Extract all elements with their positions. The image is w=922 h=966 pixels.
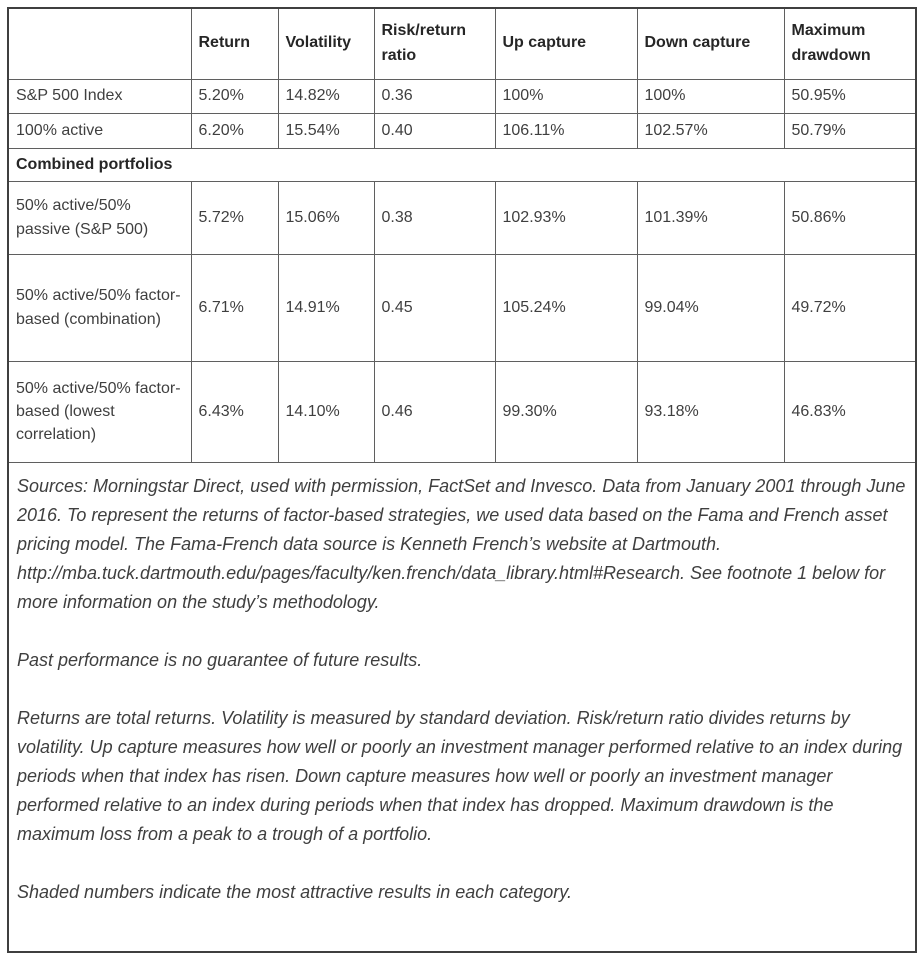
table-cell-volatility: 15.06% [278,181,374,254]
table-row-sp500-index [8,79,916,113]
row-label: 50% active/50% factor-based (combination) [8,254,191,361]
header-row [8,8,916,79]
row-label: S&P 500 Index [8,79,191,113]
table-cell-down-capture: 101.39% [637,181,784,254]
table-row-50-factor-combination [8,254,916,361]
footnote-definitions: Returns are total returns. Volatility is measured by standard deviation. Risk/return ratio divides returns by volatility. Up capture measures how well or poorly an investment manager performed relative to an index during periods when that index has risen. Down capture measures how well or poorly an investment manager performed relative to an index during periods when that index has dropped. Maximum drawdown is the maximum loss from a peak to a trough of a portfolio. [17,707,903,844]
table-cell-volatility: 15.54% [278,113,374,148]
row-label: 50% active/50% factor-based (lowest correlation) [8,361,191,462]
footnote-cell [8,462,916,952]
table-row-100-active [8,113,916,148]
section-header-label: Combined portfolios [8,148,916,181]
table-cell-risk-return-ratio: 0.45 [374,254,495,361]
table-cell-return: 5.72% [191,181,278,254]
table-cell-maximum-drawdown: 50.86% [784,181,916,254]
table-cell-maximum-drawdown: 50.79% [784,113,916,148]
table-cell-maximum-drawdown: 49.72% [784,254,916,361]
header-cell-volatility: Volatility [278,8,374,79]
header-cell-risk-return-ratio: Risk/return ratio [374,8,495,79]
footnote-shading-note: Shaded numbers indicate the most attractive results in each category. [17,881,572,902]
table-cell-up-capture: 99.30% [495,361,637,462]
table-cell-up-capture: 100% [495,79,637,113]
footnote-row [8,462,916,952]
table-cell-volatility: 14.91% [278,254,374,361]
table-cell-return-shaded: 6.71% [191,254,278,361]
header-cell-empty [8,8,191,79]
table-cell-risk-return-ratio: 0.38 [374,181,495,254]
header-cell-up-capture: Up capture [495,8,637,79]
table-cell-down-capture: 100% [637,79,784,113]
row-label: 100% active [8,113,191,148]
table-cell-volatility-shaded: 14.10% [278,361,374,462]
table-cell-volatility: 14.82% [278,79,374,113]
table-cell-down-capture: 99.04% [637,254,784,361]
table-cell-down-capture-shaded: 93.18% [637,361,784,462]
header-cell-down-capture: Down capture [637,8,784,79]
header-cell-return: Return [191,8,278,79]
table-cell-down-capture: 102.57% [637,113,784,148]
table-row-50-factor-lowest-correlation [8,361,916,462]
header-cell-maximum-drawdown: Maximum drawdown [784,8,916,79]
table-row-50-passive [8,181,916,254]
table-cell-risk-return-ratio: 0.36 [374,79,495,113]
table-cell-maximum-drawdown: 50.95% [784,79,916,113]
table-cell-risk-return-ratio: 0.40 [374,113,495,148]
table-cell-maximum-drawdown-shaded: 46.83% [784,361,916,462]
table-cell-return: 6.20% [191,113,278,148]
table-cell-return: 6.43% [191,361,278,462]
table-cell-up-capture: 102.93% [495,181,637,254]
table-cell-up-capture-shaded: 106.11% [495,113,637,148]
footnote-past-performance: Past performance is no guarantee of future results. [17,649,423,670]
table-cell-up-capture: 105.24% [495,254,637,361]
footnote-sources: Sources: Morningstar Direct, used with permission, FactSet and Invesco. Data from January 2001 through June 2016. To represent the returns of factor-based strategies, we used data based on the Fama and French asset pricing model. The Fama-French data source is Kenneth French’s website at Dartmouth. http://mba.tuck.dartmouth.edu/pages/faculty/ken.french/data_library.html#Research. See footnote 1 below for more information on the study’s methodology. [17,475,906,612]
table-cell-return: 5.20% [191,79,278,113]
performance-table [7,7,917,953]
table-cell-risk-return-ratio-shaded: 0.46 [374,361,495,462]
row-label: 50% active/50% passive (S&P 500) [8,181,191,254]
section-header-row [8,148,916,181]
